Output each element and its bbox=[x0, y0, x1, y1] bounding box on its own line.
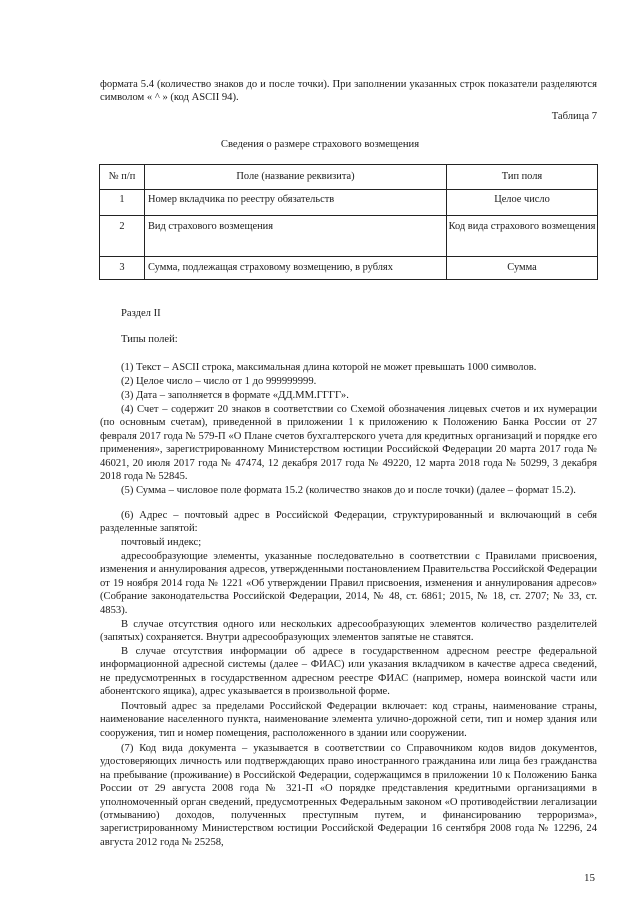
table-header-row bbox=[100, 165, 598, 190]
paragraph-fias-missing: В случае отсутствия информации об адресе в государственном адресном реестре федеральной информационной адресной системы (далее – ФИАС) или указания вкладчиком в качестве адреса сведений, не предусмотренных в государственном адресном реестре ФИАС (например, номера воинской части или абонентского ящика), адрес указывается в произвольной форме. bbox=[100, 646, 597, 698]
table-caption: Таблица 7 bbox=[551, 111, 597, 122]
table-row bbox=[100, 257, 598, 280]
cell-field-type: Целое число bbox=[447, 190, 598, 216]
paragraph-postal-index: почтовый индекс; bbox=[121, 537, 202, 548]
header-field-type: Тип поля bbox=[447, 165, 598, 190]
paragraph-integer-type: (2) Целое число – число от 1 до 999999999. bbox=[121, 376, 317, 387]
table-row bbox=[100, 190, 598, 216]
insurance-info-table bbox=[99, 164, 598, 280]
cell-field-name: Вид страхового возмещения bbox=[145, 216, 447, 257]
paragraph-sum-type: (5) Сумма – числовое поле формата 15.2 (количество знаков до и после точки) (далее – формат 15.2). bbox=[121, 485, 576, 496]
header-field-name: Поле (название реквизита) bbox=[145, 165, 447, 190]
cell-number: 2 bbox=[100, 216, 145, 257]
paragraph-missing-elements: В случае отсутствия одного или нескольких адресообразующих элементов количество разделителей (запятых) сохраняется. Внутри адресообразующих элементов запятые не ставятся. bbox=[100, 619, 597, 644]
cell-field-name: Сумма, подлежащая страховому возмещению, в рублях bbox=[145, 257, 447, 280]
table-row bbox=[100, 216, 598, 257]
paragraph-account-type: (4) Счет – содержит 20 знаков в соответствии со Схемой обозначения лицевых счетов и их нумерации (по основным счетам), приведенной в приложении 1 к приложению к Положению Банка России от 27 февраля 2017 года № 579-П «О Плане счетов бухгалтерского учета для кредитных организаций и порядке его применения», зарегистрированному Министерством юстиции Российской Федерации 20 марта 2017 года № 46021, 20 июля 2017 года № 47474, 12 декабря 2017 года № 49220, 12 марта 2018 года № 50299, 3 декабря 2018 года № 52845. bbox=[100, 404, 597, 483]
table-title: Сведения о размере страхового возмещения bbox=[220, 139, 420, 150]
paragraph-address-type: (6) Адрес – почтовый адрес в Российской Федерации, структурированный и включающий в себя разделенные запятой: bbox=[100, 510, 597, 535]
cell-number: 3 bbox=[100, 257, 145, 280]
cell-field-type: Сумма bbox=[447, 257, 598, 280]
paragraph-address-elements: адресообразующие элементы, указанные последовательно в соответствии с Правилами присвоения, изменения и аннулирования адресов, утвержденными постановлением Правительства Российской Федерации от 19 ноября 2014 года № 1221 «Об утверждении Правил присвоения, изменения и аннулирования адресов» (Собрание законодательства Российской Федерации, 2014, № 48, ст. 6861; 2015, № 18, ст. 2707; № 33, ст. 4853). bbox=[100, 551, 597, 616]
cell-field-type: Код вида страхового возмещения bbox=[447, 216, 598, 257]
paragraph-foreign-address: Почтовый адрес за пределами Российской Федерации включает: код страны, наименование страны, наименование населенного пункта, наименование элемента улично-дорожной сети, тип и номер здания или сооружения, тип и номер помещения, расположенного в здании или сооружении. bbox=[100, 701, 597, 739]
cell-field-name: Номер вкладчика по реестру обязательств bbox=[145, 190, 447, 216]
cell-number: 1 bbox=[100, 190, 145, 216]
header-number: № п/п bbox=[100, 165, 145, 190]
section-heading: Раздел II bbox=[121, 308, 161, 319]
paragraph-text-type: (1) Текст – ASCII строка, максимальная длина которой не может превышать 1000 символов. bbox=[121, 362, 537, 373]
paragraph-date-type: (3) Дата – заполняется в формате «ДД.ММ.ГГГГ». bbox=[121, 390, 349, 401]
intro-paragraph: формата 5.4 (количество знаков до и после точки). При заполнении указанных строк показатели разделяются символом « ^ » (код ASCII 94). bbox=[100, 79, 597, 104]
paragraph-document-code: (7) Код вида документа – указывается в соответствии со Справочником кодов видов документов, удостоверяющих личность или подтверждающих право иностранного гражданина или лица без гражданства на пребывание (проживание) в Российской Федерации, содержащимся в приложении 10 к Положению Банка России от 29 августа 2008 года № 321-П «О порядке представления кредитными организациями в уполномоченный орган сведений, предусмотренных Федеральным законом «О противодействии легализации (отмыванию) доходов, полученных преступным путем, и финансированию терроризма», зарегистрированному Министерством юстиции Российской Федерации 16 сентября 2008 года № 12296, 24 августа 2012 года № 25258, bbox=[100, 743, 597, 848]
field-types-heading: Типы полей: bbox=[121, 334, 178, 345]
page-number: 15 bbox=[584, 872, 595, 884]
